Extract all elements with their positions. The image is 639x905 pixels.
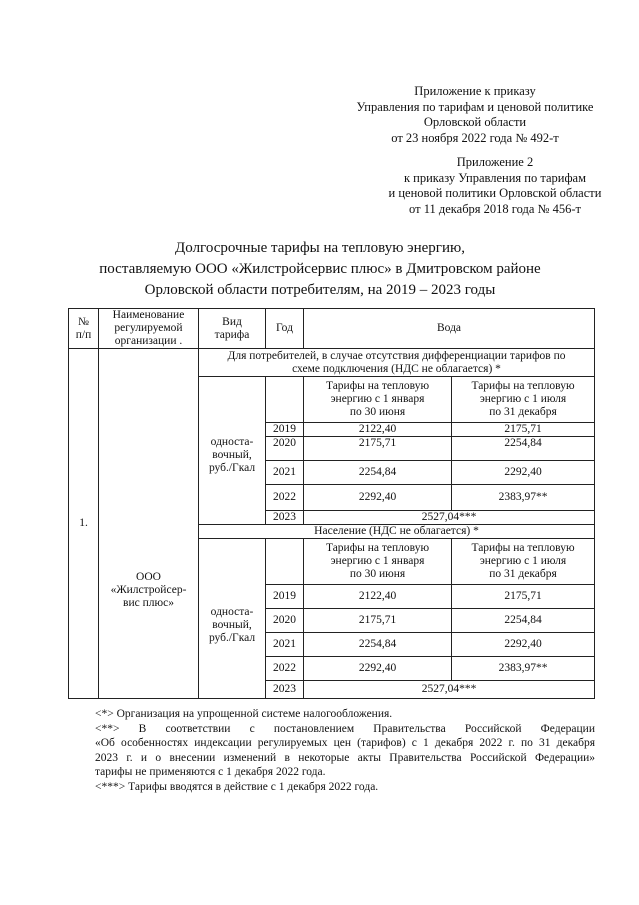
header-year: Год [266,309,304,349]
year-cell: 2020 [266,437,304,461]
approval-header [330,84,620,146]
header-line: Управления по тарифам и ценовой политике [356,99,594,114]
year-cell: 2021 [266,461,304,485]
footnote: <**> В соответствии с постановлением Правительства Российской Федерации [95,722,595,735]
section-caption: Население (НДС не облагается) * [199,525,595,539]
tariff-value: 2527,04*** [304,511,595,525]
year-cell: 2019 [266,585,304,609]
year-cell: 2023 [266,511,304,525]
section-caption: Для потребителей, в случае отсутствия дифференциации тарифов по схеме подключения (НДС не облагается) * [199,349,595,377]
document-title [60,238,580,301]
table-header-row [69,309,595,349]
tariff-table [68,308,595,699]
footnote: <***> Тарифы вводятся в действие с 1 декабря 2022 года. [95,780,379,793]
year-cell: 2021 [266,633,304,657]
header-line: от 23 ноября 2022 года № 492-т [391,130,559,145]
tariff-value: 2292,40 [304,485,452,511]
period-header-jul-dec: Тарифы на тепловую энергию с 1 июля по 31 декабря [452,539,595,585]
row-number: 1. [69,349,99,699]
year-cell: 2022 [266,657,304,681]
tariff-value: 2292,40 [452,461,595,485]
header-water: Вода [304,309,595,349]
tariff-value: 2254,84 [304,633,452,657]
year-cell: 2019 [266,423,304,437]
header-tariff-type: Вид тарифа [199,309,266,349]
tariff-value: 2383,97** [452,485,595,511]
footnote: тарифы не применяются с 1 декабря 2022 года. [95,766,326,778]
period-header-jan-jun: Тарифы на тепловую энергию с 1 января по 30 июня [304,377,452,423]
footnote: <*> Организация на упрощенной системе налогообложения. [95,708,393,720]
header-num: № п/п [69,309,99,349]
tariff-value: 2175,71 [304,437,452,461]
tariff-value: 2292,40 [452,633,595,657]
title-line: поставляемую ООО «Жилстройсервис плюс» в Дмитровском районе [99,261,541,277]
header-line: от 11 декабря 2018 года № 456-т [409,201,581,216]
period-header-jan-jun: Тарифы на тепловую энергию с 1 января по 30 июня [304,539,452,585]
footnotes [95,707,595,794]
tariff-value: 2292,40 [304,657,452,681]
header-line: Приложение 2 [456,155,534,169]
tariff-value: 2254,84 [452,437,595,461]
tariff-value: 2175,71 [452,423,595,437]
tariff-value: 2122,40 [304,423,452,437]
organization-name: ООО «Жилстройсер- вис плюс» [99,349,199,699]
tariff-value: 2254,84 [304,461,452,485]
tariff-value: 2254,84 [452,609,595,633]
year-cell: 2023 [266,681,304,699]
year-cell: 2022 [266,485,304,511]
header-line: Приложение к приказу [414,84,536,98]
tariff-value: 2175,71 [452,585,595,609]
section-caption-row [69,349,595,377]
tariff-type: односта- вочный, руб./Гкал [199,539,266,699]
header-line: Орловской области [423,115,527,129]
tariff-value: 2122,40 [304,585,452,609]
title-line: Орловской области потребителям, на 2019 – 2023 годы [144,282,496,298]
footnote: «Об особенностях индексации регулируемых цен (тарифов) с 1 декабря 2022 г. по 31 декабря [95,737,595,749]
appendix-header [350,155,639,217]
footnote: 2023 г. и о внесении изменений в некоторые акты Правительства Российской Федерации» [95,751,595,764]
header-line: к приказу Управления по тарифам [403,170,587,185]
year-cell: 2020 [266,609,304,633]
tariff-value: 2527,04*** [304,681,595,699]
tariff-value: 2175,71 [304,609,452,633]
header-org: Наименование регулируемой организации . [99,309,199,349]
tariff-type: односта- вочный, руб./Гкал [199,377,266,525]
title-line: Долгосрочные тарифы на тепловую энергию, [175,240,465,256]
period-header-jul-dec: Тарифы на тепловую энергию с 1 июля по 31 декабря [452,377,595,423]
header-line: и ценовой политики Орловской области [388,186,602,200]
tariff-value: 2383,97** [452,657,595,681]
